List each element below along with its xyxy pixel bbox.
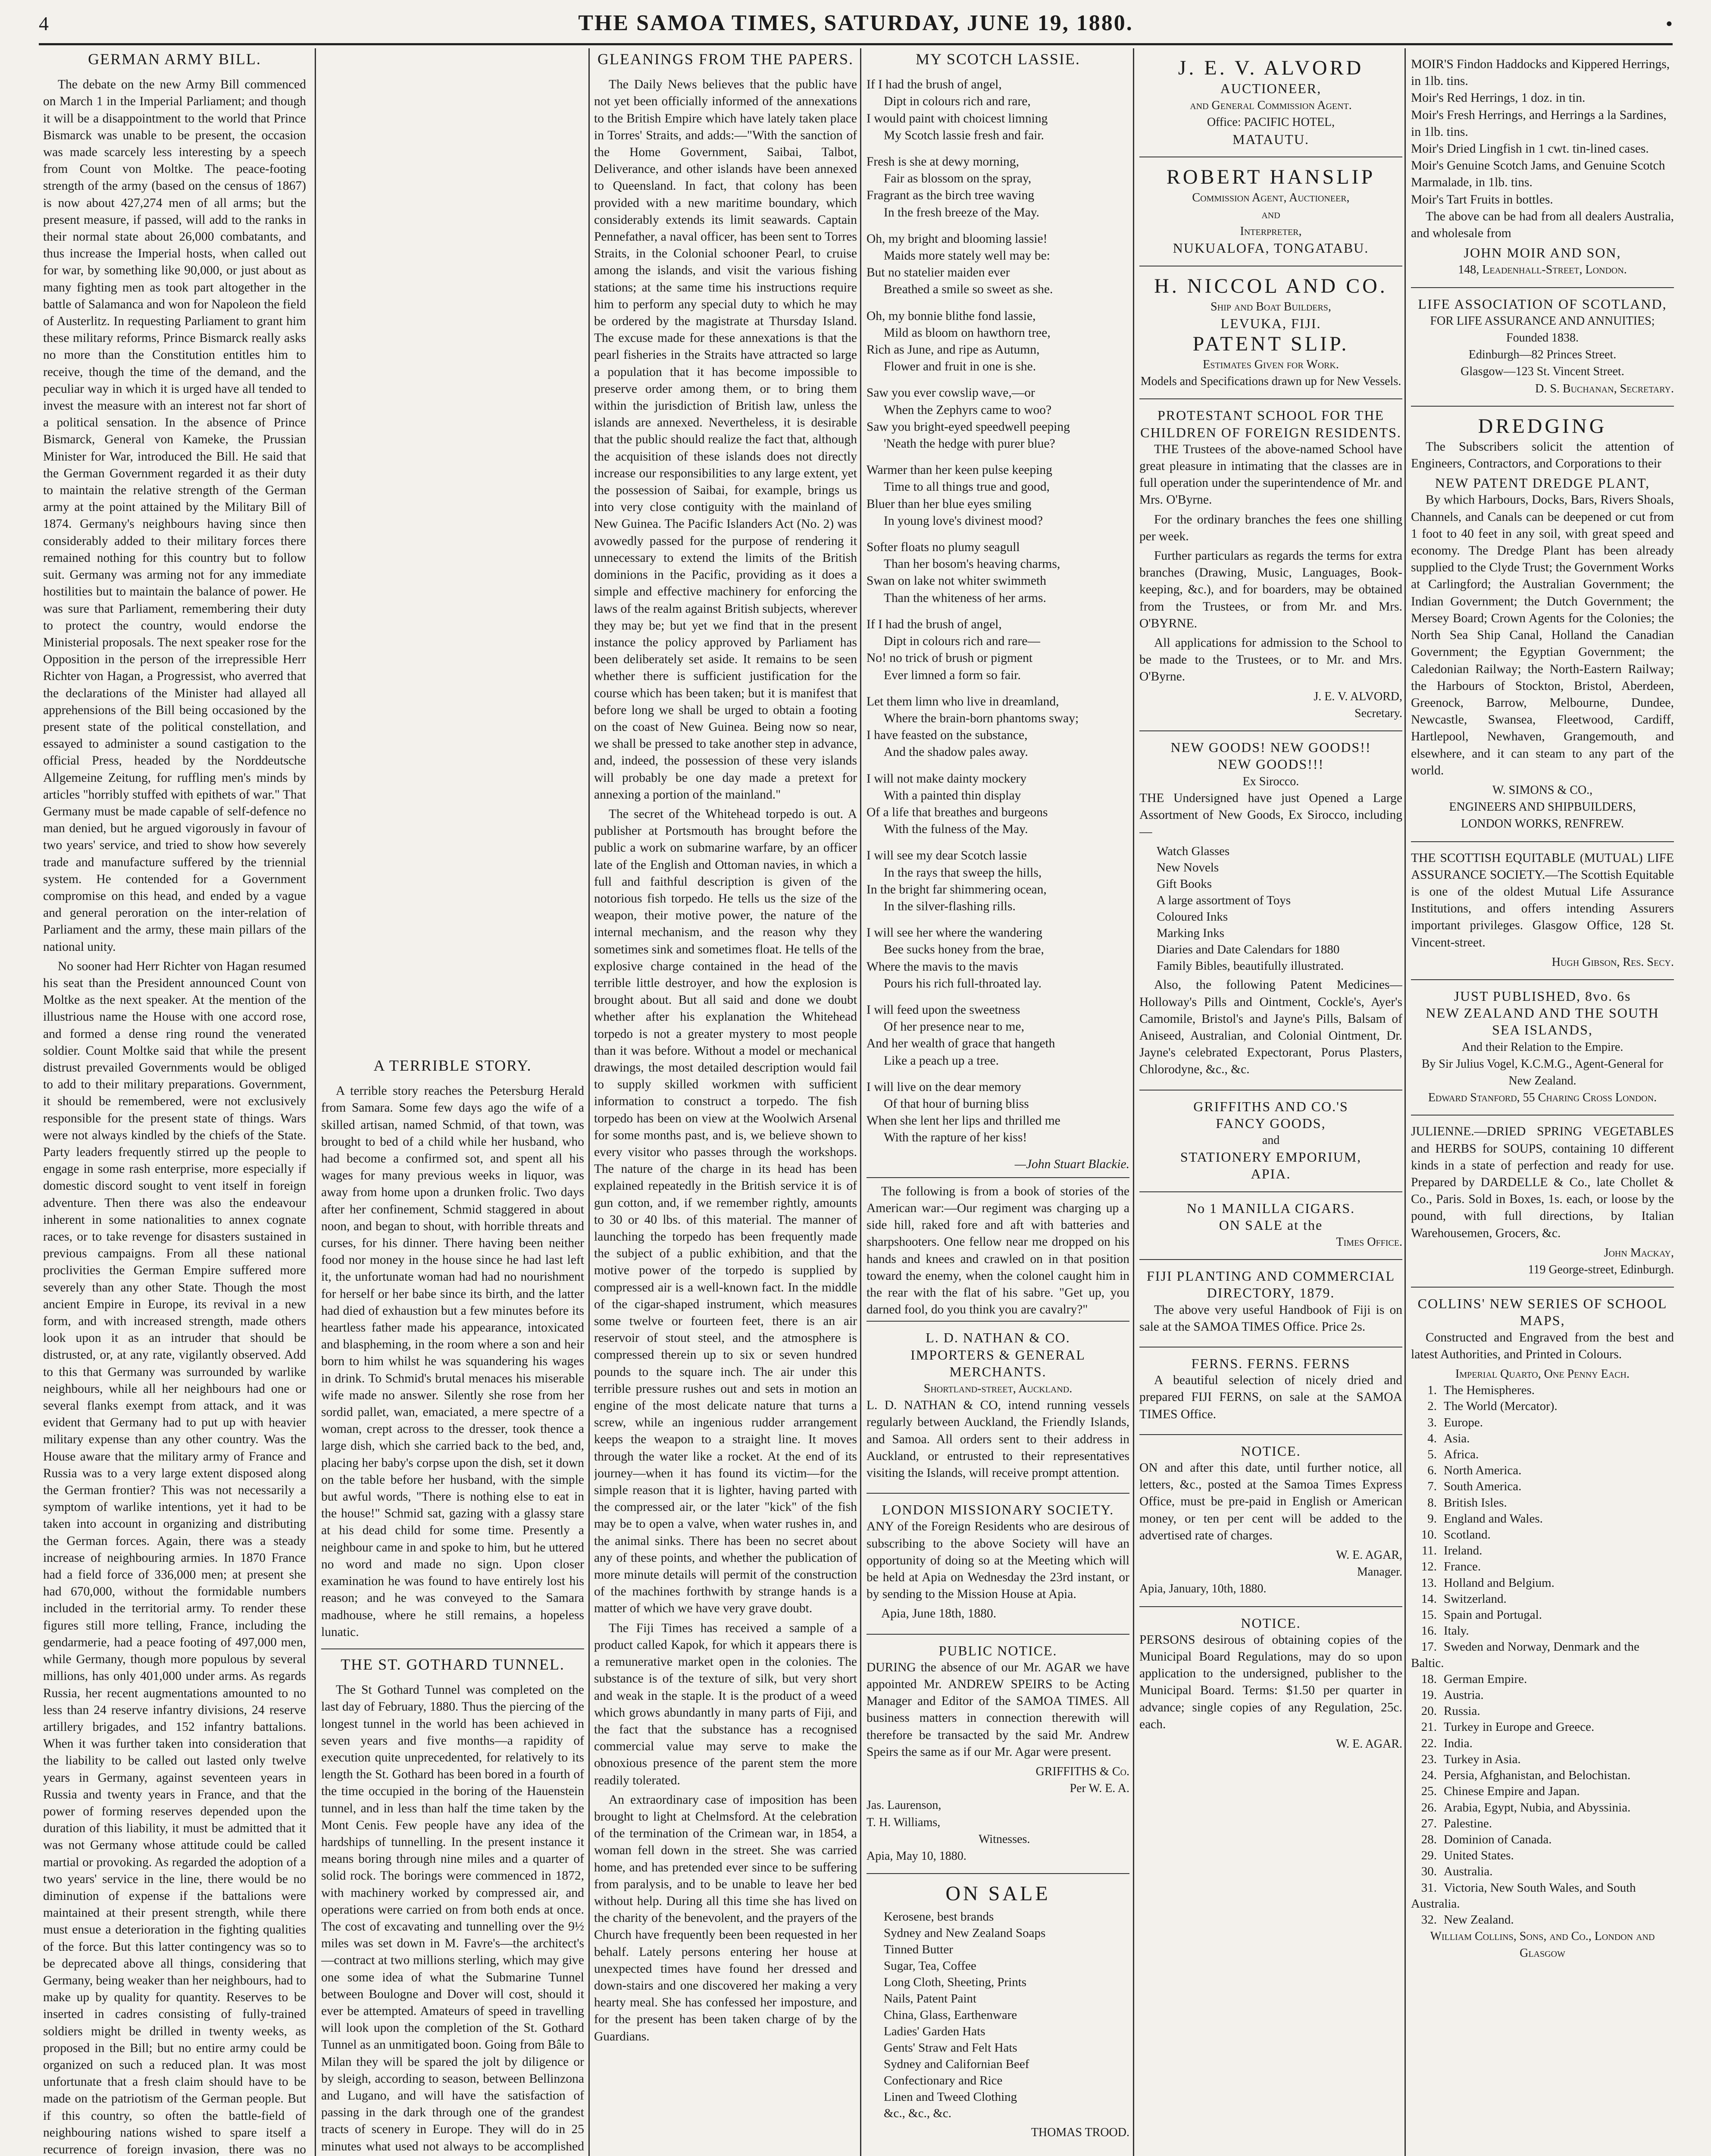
poem-line: Saw you ever cowslip wave,—or [866, 386, 1035, 400]
list-item: Gents' Straw and Felt Hats [884, 2041, 1017, 2055]
poem-line: Than her bosom's heaving charms, [884, 557, 1060, 571]
ad-line: Estimates Given for Work. [1203, 358, 1339, 372]
list-item: Moir's Tart Fruits in bottles. [1411, 192, 1553, 207]
ad-line: FOR LIFE ASSURANCE AND ANNUITIES; Founded 1838. [1430, 314, 1655, 345]
ad-hanslip [1139, 157, 1402, 266]
ad-line: and [1261, 208, 1280, 222]
list-item: Watch Glasses [1157, 844, 1230, 859]
article-title: THE ST. GOTHARD TUNNEL. [321, 1648, 584, 1676]
poem-stanza [866, 616, 1129, 684]
poem-line: Fair as blossom on the spray, [884, 172, 1032, 186]
ad-line: ENGINEERS AND SHIPBUILDERS, [1449, 800, 1636, 814]
list-item: Ladies' Garden Hats [884, 2024, 985, 2039]
poem-line: Mild as bloom on hawthorn tree, [884, 326, 1051, 340]
ad-line: NEW PATENT DREDGE PLANT, [1435, 475, 1650, 491]
ad-body: The above can be had from all dealers Australia, and wholesale from [1411, 209, 1674, 241]
list-item: 31. Victoria, New South Wales, and South Australia. [1411, 1880, 1636, 1911]
ad-alvord [1139, 48, 1402, 157]
column-5 [1139, 48, 1402, 2156]
ad-body: JULIENNE.—DRIED SPRING VEGETABLES and HERBS for SOUPS, containing 10 different kinds in a state of perfection and ready for use. Prepared by DARDELLE & Co., late Chollet & Co., Paris. Sold in Boxes, 1s. each, or loose by the pound, with full directions, by Italian Warehousemen, Grocers, &c. [1411, 1125, 1674, 1240]
poem-line: Of her presence near to me, [884, 1020, 1024, 1034]
ad-notice-postage [1139, 1435, 1402, 1607]
list-item: 13. Holland and Belgium. [1421, 1576, 1555, 1590]
list-item: 18. German Empire. [1421, 1672, 1527, 1686]
column-rule [315, 48, 316, 2156]
ad-title: JUST PUBLISHED, 8vo. 6s [1454, 988, 1631, 1004]
ad-title: NEW GOODS!!! [1217, 756, 1324, 772]
ad-title: PUBLIC NOTICE. [938, 1642, 1057, 1658]
ad-line: PATENT SLIP. [1192, 332, 1349, 356]
ad-body: L. D. NATHAN & CO, intend running vessels regularly between Auckland, the Friendly Islands, and Samoa. All orders sent to their address in Auckland, or entrusted to their representatives visiting the Islands, will receive prompt attention. [866, 1398, 1129, 1480]
poem-line: Of that hour of burning bliss [884, 1097, 1029, 1111]
ad-body: Also, the following Patent Medicines—Holloway's Pills and Ointment, Cockle's, Ayer's Camomile, Bristol's and Jayne's Pills, Balsam of Aniseed, Australian, and Colonial Ointment, Dr. Jayne's celebrated Expectorant, Porus Plasters, Chlorodyne, &c., &c. [1139, 978, 1402, 1077]
poem-line: When she lent her lips and thrilled me [866, 1114, 1060, 1128]
ad-line: FANCY GOODS, [1216, 1115, 1326, 1131]
masthead-mark: • [1665, 13, 1673, 34]
ad-name: J. E. V. ALVORD [1178, 56, 1364, 79]
list-item: Diaries and Date Calendars for 1880 [1157, 943, 1340, 957]
list-item: Tinned Butter [884, 1943, 953, 1957]
list-item: 30. Australia. [1421, 1865, 1493, 1879]
poem-line: In the fresh breeze of the May. [884, 205, 1039, 219]
ad-title: LIFE ASSOCIATION OF SCOTLAND, [1418, 296, 1667, 312]
list-item: 17. Sweden and Norway, Denmark and the Baltic. [1411, 1640, 1639, 1670]
ad-line: No 1 MANILLA CIGARS. [1186, 1200, 1355, 1216]
ad-title: DREDGING [1478, 414, 1607, 438]
list-item: Confectionary and Rice [884, 2074, 1003, 2088]
ad-dredging [1411, 407, 1674, 842]
poem-line: But no statelier maiden ever [866, 266, 1010, 280]
ad-line: Ship and Boat Builders, [1211, 300, 1331, 313]
poem-line: I will feed upon the sweetness [866, 1003, 1020, 1017]
page-number: 4 [39, 13, 49, 34]
list-item: 16. Italy. [1421, 1624, 1469, 1638]
ad-body: THE SCOTTISH EQUITABLE (MUTUAL) LIFE ASSURANCE SOCIETY.—The Scottish Equitable is one of the oldest Mutual Life Assurance Institutions, and offers intending Assurers important privileges. Glasgow Office, 128 St. Vincent-street. [1411, 851, 1674, 950]
list-item: 7. South America. [1427, 1479, 1522, 1494]
list-item: Linen and Tweed Clothing [884, 2090, 1017, 2104]
article-paragraph: An extraordinary case of imposition has been brought to light at Chelmsford. At the celebration of the termination of the Crimean war, in 1854, a woman fell down in the street. She was carried home, and has pretended ever since to be suffering from paralysis, and to be unable to leave her bed without help. During all this time she has lived on the charity of the benevolent, and the prayers of the Church have frequently been been requested in her behalf. Lately persons entering her house at unexpected times have found her dressed and down-stairs and one discovered her making a very hearty meal. She has confessed her imposture, and for the present has been taken charge of by the Guardians. [594, 1792, 857, 2043]
ad-line: Glasgow—123 St. Vincent Street. [1461, 365, 1624, 379]
poem-line: Swan on lake not whiter swimmeth [866, 574, 1047, 588]
poem-line: If I had the brush of angel, [866, 617, 1002, 631]
column-rule [1404, 48, 1406, 2156]
list-item: Sugar, Tea, Coffee [884, 1959, 976, 1973]
list-item: Long Cloth, Sheeting, Prints [884, 1975, 1027, 1990]
list-item: Moir's Fresh Herrings, and Herrings a la Sardines, in 1lb. tins. [1411, 108, 1667, 139]
ad-body: A beautiful selection of nicely dried and prepared FIJI FERNS, on sale at the SAMOA TIMES Office. [1139, 1373, 1402, 1421]
ad-fiji-directory [1139, 1260, 1402, 1348]
ad-title: NOTICE. [1241, 1443, 1301, 1459]
list-item: Sydney and New Zealand Soaps [884, 1926, 1046, 1940]
poem-stanza [866, 462, 1129, 530]
ad-witness: T. H. Williams, [866, 1815, 941, 1829]
poem-stanza [866, 539, 1129, 607]
list-item: Marking Inks [1157, 926, 1225, 940]
poem-line: When the Zephyrs came to woo? [884, 403, 1052, 417]
ad-title: FIJI PLANTING AND COMMERCIAL DIRECTORY, 1879. [1146, 1268, 1395, 1301]
article-paragraph: The debate on the new Army Bill commenced on March 1 in the Imperial Parliament; and though it will be a disappointment to the world that Prince Bismarck was unable to be present, the occasion was made scarcely less interesting by a speech from Count von Moltke. The peace-footing strength of the army (based on the census of 1867) is now about 427,274 men of all arms; but the present measure, if passed, will add to the ranks in their normal state about 26,000 combatants, and thus increase the Imperial hosts, when called out for war, by something like 90,000, or just about as many fighting men as took part altogether in the battle of Salamanca and won for Napoleon the field of Austerlitz. In requesting Parliament to grant him these military reforms, Prince Bismarck really asks no more than the Constitution entitles him to receive, though the time of the demand, and the peculiar way in which it is urged have all tended to invest the measure with an interest not far short of a political sensation. In the absence of Prince Bismarck, General von Kameke, the Prussian Minister for War, introduced the Bill. He said that the German Government regarded it as their duty to maintain the relative strength of the German army at the point attained by the Military Bill of 1874. Germany's neighbours having since then considerably added to their military forces there remained nothing for this country but to follow suit. Germany was arming not for any immediate hostilities but to maintain the balance of power. He was sure that Parliament, remembering their duty to protect the country, would endorse the Ministerial proposals. The next speaker rose for the Opposition in the person of the irrepressible Herr Richter von Hagan, a Progressist, who averred that the declarations of the Minister had allayed all apprehensions of the Bill being occasioned by the present state of the political constellation, and essayed to administer a sound castigation to the official Press, headed by the Norddeutsche Allgemeine Zeitung, for ruffling men's minds by articles "horribly stuffed with epithets of war." That Germany must be made capable of self-defence no man denied, but he argued vigorously in favour of two years' service, and tried to show how severely trade and manufacture suffered by the triennial system. He contended for a Government compromise on this head, and ended by a vague and general peroration on the inter-relation of Parliament and the army, these main pillars of the national unity. [43, 78, 306, 954]
poem-stanza [866, 1079, 1129, 1147]
ad-moir [1411, 48, 1674, 288]
ad-line: MERCHANTS. [949, 1363, 1047, 1379]
ad-line: Edinburgh—82 Princes Street. [1468, 348, 1617, 362]
poem-line: Than the whiteness of her arms. [884, 591, 1046, 605]
ad-signature: John Mackay, [1604, 1246, 1674, 1260]
list-item: 19. Austria. [1421, 1688, 1484, 1702]
ad-list [1139, 843, 1402, 974]
ad-line: ON SALE at the [1219, 1217, 1323, 1233]
poem-line: Where the brain-born phantoms sway; [884, 711, 1079, 725]
ad-body: The above very useful Handbook of Fiji is on sale at the SAMOA TIMES Office. Price 2s. [1139, 1303, 1402, 1334]
ad-line: and General Commission Agent. [1190, 99, 1352, 113]
ad-list [1411, 56, 1674, 208]
poem-line: Where the mavis to the mavis [866, 959, 1018, 974]
ad-line: Interpreter, [1240, 225, 1302, 238]
list-item: 11. Ireland. [1421, 1544, 1483, 1558]
poem-line: Dipt in colours rich and rare— [884, 634, 1040, 649]
list-item: 28. Dominion of Canada. [1421, 1832, 1552, 1846]
article-title: GERMAN ARMY BILL. [88, 50, 261, 68]
ad-line: APIA. [1251, 1166, 1291, 1182]
poem-line: I will see my dear Scotch lassie [866, 849, 1027, 863]
column-rule [860, 48, 861, 2156]
article-title: GLEANINGS FROM THE PAPERS. [597, 50, 854, 68]
article-paragraph: The secret of the Whitehead torpedo is out. A publisher at Portsmouth has brought before the public a work on submarine warfare, by an officer late of the English and Ottoman navies, in which a full and faithful description is given of the notorious fish torpedo. He tells us the size of the weapon, their motive power, the nature of the internal mechanism, and the reason why they sometimes sink and sometimes float. He tells of the explosive charge contained in the head of the terrible little destroyer, and how the explosion is brought about. But all said and done we doubt whether after his explanation the Whitehead torpedo is not a greater mystery to most people than it was before. Without a model or mechanical drawings, the most detailed description would fail to supply skilled workmen with sufficient information to construct a torpedo. The fish torpedo has been on view at the Woolwich Arsenal for some months past, and is, we believe shown to every visitor who passes through the workshops. The nature of the charge in its head has been explained repeatedly in the British service it is of gun cotton, and, if we remember rightly, amounts to 30 or 40 lbs. of this material. The manner of launching the torpedo has been frequently made the subject of a public exhibition, and that the motive power of the torpedo is supplied by compressed air is a well-known fact. In the middle of the cigar-shaped instrument, which measures some twelve or fourteen feet, there is an air reservoir of stout steel, and the atmosphere is compressed therein up to six or seven hundred pounds to the square inch. The air under this terrible pressure rushes out and sets in motion an engine of the most delicate nature that turns a screw, while an ingenious rudder arrangement keeps the weapon to a straight line. It moves through the water like a rocket. At the end of its journey—when it has found its victim—for the simple reason that it is lighter, having parted with the compressed air, or the later "kick" of the fish may be to open a valve, when water rushes in, and the animal sinks. There has been no secret about any of these points, and whether the publication of more minute details will permit of the construction of the machines forthwith by strange hands is a matter of which we have very grave doubt. [594, 807, 857, 1616]
poem-line: Of a life that breathes and burgeons [866, 805, 1048, 819]
list-item: 21. Turkey in Europe and Greece. [1421, 1720, 1595, 1734]
ad-lms [866, 1494, 1129, 1634]
ad-notice-regulations [1139, 1607, 1402, 1761]
poem-stanza [866, 231, 1129, 298]
ad-body: THE Trustees of the above-named School have great pleasure in intimating that the classes are in full operation under the superintendence of Mr. and Mrs. O'Byrne. [1139, 442, 1402, 507]
ad-nathan [866, 1321, 1129, 1494]
list-item: 5. Africa. [1427, 1448, 1479, 1462]
ad-title: FERNS. FERNS. FERNS [1191, 1355, 1351, 1371]
ad-per: Per W. E. A. [1070, 1782, 1129, 1796]
poem-line: In the bright far shimmering ocean, [866, 882, 1047, 896]
ad-signature: W. E. AGAR, [1336, 1548, 1402, 1562]
list-item: &c., &c., &c. [884, 2106, 952, 2121]
ad-publisher: Edward Stanford, 55 Charing Cross London. [1428, 1091, 1657, 1105]
article-title: A TERRIBLE STORY. [373, 1057, 532, 1074]
list-item: 14. Switzerland. [1421, 1592, 1507, 1606]
article-paragraph: The Fiji Times has received a sample of a product called Kapok, for which it appears there is a remunerative market open in the colonies. The substance is of the texture of silk, but very short and weak in the staple. It is the product of a weed which grows abundantly in many parts of Fiji, and the fact that the substance has a recognised commercial value may serve to make the obnoxious presence of the parent stem the more readily tolerated. [594, 1621, 857, 1787]
ad-on-sale [866, 1874, 1129, 2150]
list-item: Coloured Inks [1157, 910, 1228, 924]
ad-griffiths [1139, 1091, 1402, 1192]
poem-stanza [866, 924, 1129, 992]
ad-list [866, 1908, 1129, 2122]
poem-stanza [866, 308, 1129, 376]
ad-title: COLLINS' NEW SERIES OF SCHOOL MAPS, [1417, 1296, 1667, 1329]
ad-public-notice [866, 1635, 1129, 1874]
poem-title: MY SCOTCH LASSIE. [916, 50, 1080, 68]
article-paragraph: No sooner had Herr Richter von Hagan resumed his seat than the President announced Count von Moltke as the next speaker. At the mention of the illustrious name the House with one accord rose, and formed a dense ring round the venerated soldier. Count Moltke said that while the present distrust prevailed Governments would be obliged to add to their military preparations. Government, it should be remembered, were not exclusively responsible for the present state of things. Wars were not always kindled by the chiefs of the State. Party leaders frequently stirred up the people to engage in some rash enterprise, more especially if domestic discord sought to vent itself in foreign adventure. Then there was also the endeavour inherent in some nationalities to annex cognate races, or to take revenge for disasters sustained in previous campaigns. From all these national proclivities the German Empire suffered more severely than any other State. Though the most ancient Empire in Europe, its revival in a new form, and with increased strength, made others look upon it as an intruder that should be distrusted, or, at any rate, vigilantly observed. Add to this that Germany was surrounded by warlike neighbours, while all her neighbours had one or several flanks exempt from attack, and it was evident that Germany had to put up with heavier military expense than any other country. Was the House aware that the military army of France and Russia was to a very large extent disposed along the German frontier? This was not necessarily a symptom of warlike intentions, yet it had to be taken into account in organizing and distributing the German forces. Again, there was a steady increase of neighbouring armies. In 1870 France had a field force of 336,000 men; at present she had 670,000, without the formidable numbers included in the territorial army. To render these figures still more telling, France, including the gendarmerie, had a peace footing of 497,000 men, while Germany, though more populous by several millions, has only 401,000 under arms. As regards Russia, her recent augmentations amounted to no less than 24 reserve infantry divisions, 24 reserve artillery brigades, and 152 infantry battalions. When it was further taken into consideration that the liability to be called out lasted only twelve years in Germany, against seventeen years in Russia and twenty years in France, and that the power of forming reserves depended upon the duration of this liability, it must be admitted that it was not Germany whose attitude could be called martial or provoking. As regarded the adoption of a two years' service in the line, there would be no diminution of expense if the battalions were maintained at their present strength, while there must ensue a deterioration in the fighting qualities of the force. But this latter contingency was so to be deprecated above all things, considering that Germany, being weaker than her neighbours, had to make up by quality for quantity. Reserves to be inserted in cadres consisting of fully-trained soldiers might be drilled in twenty weeks, as proposed in the Bill; but no entire army could be organized on such a reduced plan. It was most unfortunate that a fresh claim should have to be made on the patriotism of the German people. But if this country, so often the battle-field of neighbouring nations wished to spare itself a recurrence of foreign invasion, there was no [43, 959, 306, 2156]
ad-body: Constructed and Engraved from the best and latest Authorities, and Printed in Colours. [1411, 1330, 1674, 1361]
poem-line: Ever limned a form so fair. [884, 668, 1021, 682]
article-paragraph: A terrible story reaches the Petersburg Herald from Samara. Some few days ago the wife of a skilled artisan, named Schmid, of that town, was brought to bed of a child while her husband, who had become a confirmed sot, and spent all his wages for many previous weeks in liquor, was away from home upon a drunken frolic. Two days after her confinement, Schmid staggered in about noon, and began to shout, with horrible threats and curses, for his dinner. There having been neither food nor money in the house since he had last left it, the unfortunate woman had had no nourishment for herself or her babe since its birth, and the latter had died of exhaustion but a few minutes before its heartless father made his appearance, intoxicated and blaspheming, in the room where a son and heir born to him whilst he was squandering his wages in drink. To Schmid's brutal menaces his miserable wife made no answer. Silently she rose from her sordid pallet, wan, emaciated, a mere spectre of a woman, crept across to the dresser, took thence a large dish, which she carried back to the bed, and, placing her baby's corpse upon the dish, set it down on the table before her husband, with the simple but awful words, "There is nothing else to eat in the house!" Schmid sat, gazing with a glassy stare at his dead child for some time. Presently a neighbour came in and spoke to him, but he uttered no word and made no sign. Upon closer examination he was found to have entirely lost his reason; and he was conveyed to the Samara madhouse, where he still remains, a hopeless lunatic. [321, 1084, 584, 1639]
ad-address: 148, Leadenhall-Street, London. [1458, 263, 1627, 277]
list-item: 4. Asia. [1427, 1431, 1470, 1445]
ad-title: NEW GOODS! NEW GOODS!! [1170, 740, 1371, 755]
ad-body: The Subscribers solicit the attention of Engineers, Contractors, and Corporations to their [1411, 439, 1674, 471]
list-item: 32. New Zealand. [1421, 1912, 1514, 1927]
poem-line: And the shadow pales away. [884, 745, 1028, 759]
ad-line: And their Relation to the Empire. [1461, 1040, 1623, 1054]
poem-stanza [866, 1002, 1129, 1069]
column-6 [1411, 48, 1674, 2156]
ad-list [1411, 1382, 1674, 1928]
poem [866, 76, 1129, 1146]
ad-name: L. D. NATHAN & CO. [926, 1330, 1070, 1346]
column-4 [866, 48, 1129, 2156]
poem-line: Warmer than her keen pulse keeping [866, 463, 1052, 477]
poem-line: With a painted thin display [884, 788, 1021, 802]
ad-scottish-equitable [1411, 842, 1674, 980]
ad-signature: W. E. AGAR. [1336, 1737, 1402, 1751]
ad-cigars [1139, 1192, 1402, 1260]
poem-line: Oh, my bonnie blithe fond lassie, [866, 309, 1036, 323]
ad-book [1411, 980, 1674, 1116]
ad-line: GRIFFITHS AND CO.'S [1193, 1098, 1348, 1114]
list-item: Moir's Red Herrings, 1 doz. in tin. [1411, 91, 1586, 105]
poem-stanza [866, 154, 1129, 221]
ad-new-goods [1139, 731, 1402, 1090]
ad-body: All applications for admission to the School to be made to the Trustees, or to Mr. and Mrs. O'Byrne. [1139, 636, 1402, 684]
list-item: Family Bibles, beautifully illustrated. [1157, 959, 1344, 973]
ad-life-association [1411, 288, 1674, 407]
column-1 [43, 48, 306, 2156]
ad-title: PROTESTANT SCHOOL FOR THE CHILDREN OF FOREIGN RESIDENTS. [1140, 407, 1401, 440]
ad-line: NEW ZEALAND AND THE SOUTH SEA ISLANDS, [1426, 1005, 1659, 1038]
list-item: MOIR'S Findon Haddocks and Kippered Herrings, in 1lb. tins. [1411, 57, 1670, 88]
poem-line: And her wealth of grace that hangeth [866, 1037, 1055, 1051]
ad-title: LONDON MISSIONARY SOCIETY. [882, 1502, 1114, 1518]
ad-line: IMPORTERS & GENERAL [910, 1347, 1085, 1363]
article-paragraph: The St Gothard Tunnel was completed on the last day of February, 1880. Thus the piercing of the longest tunnel in the world has been achieved in seven years and five months—a rapidity of execution quite unprecedented, for relatively to its length the St. Gothard has been bored in a fourth of the time occupied in the boring of the Hauenstein tunnel, and in less than half the time taken by the Mont Cenis. Few people have any idea of the hardships of tunnelling. In the present instance it means boring through nine miles and a quarter of solid rock. The borings were commenced in 1872, with machinery worked by compressed air, and operations were carried on from both ends at once. The cost of excavating and tunnelling over the 9½ miles was set down in M. Favre's—the architect's—contract at two millions sterling, which may give one some idea of what the Submarine Tunnel between Boulogne and Dover will cost, should it ever be attempted. Amateurs of speed in travelling will look upon the completion of the St. Gothard Tunnel as an unmitigated boon. Going from Bâle to Milan they will be spared the jolt by diligence or by sleigh, according to season, between Bellinzona and Lugano, and will have the satisfaction of passing in the dark through one of the grandest tracts of scenery in Europe. They will do in 25 minutes what used not always to be accomplished [321, 1683, 584, 2153]
ad-school [1139, 399, 1402, 731]
list-item: 23. Turkey in Asia. [1421, 1752, 1521, 1766]
list-item: 12. France. [1421, 1560, 1481, 1574]
ad-witnesses: Witnesses. [979, 1832, 1030, 1846]
ad-body: By which Harbours, Docks, Bars, Rivers Shoals, Channels, and Canals can be deepened or cut from 1 foot to 40 feet in any soil, with great speed and economy. The Dredge Plant has been already supplied to the Clyde Trust; the Government Works at Carlingford; the Australian Government; the Indian Government; the Dutch Government; the Mersey Board; Crown Agents for the Colonies; the North Sea Ship Canal, Holland the Canadian Government; the Egyptian Government; the Caledonian Railway; the North-Eastern Railway; the Harbours of Stockton, Bristol, Aberdeen, Greenock, Barrow, Melbourne, Dundee, Newcastle, Swansea, Fleetwood, Cardiff, Hartlepool, Newhaven, Grangemouth, and elsewhere, and it can steam to any part of the world. [1411, 493, 1674, 777]
poem-line: I have feasted on the substance, [866, 728, 1028, 743]
ad-date: Apia, January, 10th, 1880. [1139, 1582, 1267, 1596]
poem-line: Fragrant as the birch tree waving [866, 188, 1035, 203]
ad-firm: W. SIMONS & CO., [1492, 783, 1593, 797]
list-item: 9. England and Wales. [1427, 1511, 1543, 1526]
poem-line: With the fulness of the May. [884, 822, 1028, 837]
list-item: 29. United States. [1421, 1849, 1514, 1863]
ad-ferns [1139, 1348, 1402, 1435]
ad-date: Apia, May 10, 1880. [866, 1849, 967, 1863]
poem-line: Let them limn who live in dreamland, [866, 694, 1059, 708]
poem-line: Breathed a smile so sweet as she. [884, 282, 1053, 297]
ad-body: ANY of the Foreign Residents who are desirous of subscribing to the above Society will have an opportunity of doing so at the Meeting which will be held at Apia on Wednesday the 23rd instant, or by sending to the Mission House at Apia. [866, 1520, 1129, 1601]
list-item: 24. Persia, Afghanistan, and Belochistan. [1421, 1768, 1631, 1783]
article-paragraph: The Daily News believes that the public have not yet been officially informed of the annexations to the British Empire which have lately taken place in Torres' Straits, and adds:—"With the sanction of the Home Government, Saibai, Talbot, Deliverance, and other islands have been annexed to Queensland. In fact, that colony has been provided with a new maritime boundary, which considerably extends its limit seawards. Captain Pennefather, a naval officer, has been sent to Torres Straits, in the Colonial schooner Pearl, to cruise among the islands, and visit the various fishing stations; at the same time his instructions require him to perform any special duty to which he may be ordered by the magistrate at Thursday Island. The excuse made for these annexations is that the pearl fisheries in the Straits have attracted so large a population that it has become impossible to preserve order among them, or to bring them within the jurisdiction of British law, unless the islands are annexed. Nevertheless, it is desirable that the public should realize the fact that, although the acquisition of these islands does not directly increase our responsibilities to any large extent, yet the possession of Saibai, for example, brings us into very close contiguity with the mainland of New Guinea. The Pacific Islanders Act (No. 2) was avowedly passed for the purpose of rendering it unnecessary to extend the limits of the British dominions in the Pacific, providing as it does a simple and effective machinery for enforcing the laws of the realm against British subjects, wherever they may be; but yet we find that in the present instance the policy approved by Parliament has been deliberately set aside. It remains to be seen whether there is sufficient justification for the course which has been taken; but it is manifest that before long we shall be urged to obtain a footing on the coast of New Guinea. Being now so near, we shall be pressed to take another step in advance, and, indeed, the possession of these very islands will probably be one day made a pretext for annexing a portion of the mainland." [594, 78, 857, 802]
list-item: A large assortment of Toys [1157, 893, 1291, 908]
ad-body: PERSONS desirous of obtaining copies of the Municipal Board Regulations, may do so upon application to the undersigned, publisher to the Municipal Board. Terms: $1.50 per quarter in advance; single copies of any Regulation, 25c. each. [1139, 1633, 1402, 1731]
poem-line: I will not make dainty mockery [866, 771, 1027, 786]
ad-line: STATIONERY EMPORIUM, [1180, 1149, 1362, 1165]
list-item: Moir's Dried Lingfish in 1 cwt. tin-lined cases. [1411, 142, 1649, 156]
poem-line: Flower and fruit in one is she. [884, 360, 1036, 374]
poem-line: Softer floats no plumy seagull [866, 540, 1020, 555]
newspaper-title: THE SAMOA TIMES, SATURDAY, JUNE 19, 1880. [578, 11, 1133, 35]
list-item: 8. British Isles. [1427, 1495, 1507, 1510]
poem-line: I would paint with choicest limning [866, 111, 1048, 125]
poem-line: If I had the brush of angel, [866, 78, 1002, 92]
masthead [39, 6, 1673, 45]
list-item: 27. Palestine. [1421, 1816, 1492, 1830]
list-item: Nails, Patent Paint [884, 1992, 977, 2006]
ad-line: and [1262, 1133, 1280, 1147]
poem-line: I will live on the dear memory [866, 1080, 1021, 1094]
poem-stanza [866, 847, 1129, 915]
column-3 [594, 48, 857, 2156]
poem-line: In young love's divinest mood? [884, 514, 1043, 528]
poem-line: 'Neath the hedge with purer blue? [884, 437, 1055, 451]
list-item: 2. The World (Mercator). [1427, 1399, 1558, 1413]
ad-line: Commission Agent, Auctioneer, [1192, 191, 1350, 204]
ad-body: For the ordinary branches the fees one shilling per week. [1139, 512, 1402, 543]
ad-line: NUKUALOFA, TONGATABU. [1173, 240, 1369, 256]
ad-body: THE Undersigned have just Opened a Large Assortment of New Goods, Ex Sirocco, including— [1139, 791, 1402, 839]
column-2 [321, 48, 584, 2156]
ad-signature: THOMAS TROOD. [1031, 2126, 1129, 2140]
ad-line: Office: PACIFIC HOTEL, [1207, 116, 1335, 129]
ad-witness: Jas. Laurenson, [866, 1799, 942, 1812]
list-item: China, Glass, Earthenware [884, 2008, 1017, 2022]
ad-body: ON and after this date, until further notice, all letters, &c., posted at the Samoa Times Express Office, must be pre-paid in English or American money, or ten per cent will be added to the advertised rate of charges. [1139, 1460, 1402, 1542]
column-rule [1133, 48, 1134, 2156]
list-item: 10. Scotland. [1421, 1528, 1491, 1542]
ad-body: DURING the absence of our Mr. AGAR we have appointed Mr. ANDREW SPEIRS to be Acting Manager and Editor of the SAMOA TIMES. All business matters in connection therewith will therefore be transacted by the said Mr. Andrew Speirs the same as if our Mr. Agar were present. [866, 1660, 1129, 1759]
list-item: 22. India. [1421, 1736, 1473, 1750]
poem-stanza [866, 76, 1129, 144]
ad-julienne [1411, 1116, 1674, 1288]
column-rule [588, 48, 590, 2156]
poem-line: I will see her where the wandering [866, 926, 1042, 940]
poem-line: Dipt in colours rich and rare, [884, 94, 1031, 109]
ad-line: Times Office. [1336, 1235, 1402, 1249]
ad-line: D. S. Buchanan, Secretary. [1535, 382, 1674, 395]
poem-line: Like a peach up a tree. [884, 1053, 999, 1068]
list-item: Moir's Genuine Scotch Jams, and Genuine Scotch Marmalade, in 1lb. tins. [1411, 159, 1665, 190]
poem-stanza [866, 385, 1129, 452]
ad-line: MATAUTU. [1232, 131, 1309, 147]
poem-line: In the rays that sweep the hills, [884, 865, 1042, 880]
poem-line: Bee sucks honey from the brae, [884, 943, 1044, 957]
ad-collins-maps [1411, 1288, 1674, 1970]
list-item: 26. Arabia, Egypt, Nubia, and Abyssinia. [1421, 1800, 1631, 1814]
list-item: New Novels [1157, 861, 1219, 875]
ad-name: ROBERT HANSLIP [1166, 165, 1376, 188]
ad-title: NOTICE. [1241, 1615, 1301, 1631]
poem-line: Maids more stately well may be: [884, 249, 1050, 263]
poem-line: Fresh is she at dewy morning, [866, 155, 1019, 169]
ad-address: LONDON WORKS, RENFREW. [1461, 817, 1624, 831]
poem-line: In the silver-flashing rills. [884, 899, 1016, 913]
list-item: 3. Europe. [1427, 1415, 1483, 1429]
ad-firm: GRIFFITHS & Co. [1035, 1765, 1129, 1779]
poem-stanza [866, 771, 1129, 838]
list-item: 1. The Hemispheres. [1427, 1383, 1535, 1398]
poem-line: Time to all things true and good, [884, 480, 1050, 494]
ad-address: Shortland-street, Auckland. [923, 1382, 1073, 1396]
poem-line: No! no trick of brush or pigment [866, 651, 1033, 665]
list-item: Gift Books [1157, 877, 1212, 891]
poem-line: Pours his rich full-throated lay. [884, 976, 1042, 990]
poem-line: With the rapture of her kiss! [884, 1131, 1027, 1145]
ad-line: Models and Specifications drawn up for New Vessels. [1140, 375, 1401, 389]
poem-line: Rich as June, and ripe as Autumn, [866, 343, 1040, 357]
ad-date: Apia, June 18th, 1880. [881, 1607, 997, 1621]
list-item: 20. Russia. [1421, 1704, 1480, 1718]
list-item: 25. Chinese Empire and Japan. [1421, 1784, 1580, 1799]
poem-author: —John Stuart Blackie. [1014, 1157, 1129, 1171]
poem-line: Bluer than her blue eyes smiling [866, 497, 1032, 511]
ad-body: Further particulars as regards the terms for extra branches (Drawing, Music, Languages, Book-keeping, &c.), and for boarders, may be obtained from the Trustees, or from Mr. and Mrs. O'BYRNE. [1139, 549, 1402, 630]
poem-line: Oh, my bright and blooming lassie! [866, 232, 1048, 246]
ad-firm: JOHN MOIR AND SON, [1464, 245, 1621, 261]
list-item: 15. Spain and Portugal. [1421, 1608, 1542, 1622]
list-item: 6. North America. [1427, 1463, 1522, 1478]
poem-stanza [866, 693, 1129, 761]
ad-signature: J. E. V. ALVORD, [1314, 689, 1402, 703]
ad-signature: Hugh Gibson, Res. Secy. [1551, 955, 1674, 969]
list-item: Sydney and Californian Beef [884, 2057, 1029, 2071]
poem-line: My Scotch lassie fresh and fair. [884, 128, 1044, 142]
ad-line: By Sir Julius Vogel, K.C.M.G., Agent-General for New Zealand. [1421, 1057, 1664, 1087]
anecdote: The following is from a book of stories of the American war:—Our regiment was charging up a side hill, raked fore and aft with batteries and sharpshooters. One fellow near me dropped on his hands and knees and crawled on in that position toward the enemy, when the colonel caught him in the rear with the flat of his sabre. "Get up, you darned fool, do you think you are cavalry?" [866, 1184, 1129, 1317]
ad-title: ON SALE [945, 1882, 1051, 1905]
ad-name: H. NICCOL AND CO. [1154, 274, 1388, 298]
ad-role: Manager. [1357, 1565, 1402, 1579]
ad-niccol [1139, 266, 1402, 400]
list-item: Kerosene, best brands [884, 1910, 994, 1924]
ad-address: 119 George-street, Edinburgh. [1528, 1263, 1674, 1276]
ad-line: LEVUKA, FIJI. [1220, 315, 1321, 331]
poem-line: Saw you bright-eyed speedwell peeping [866, 420, 1070, 434]
ad-line: Imperial Quarto, One Penny Each. [1455, 1367, 1630, 1381]
ad-publisher: William Collins, Sons, and Co., London and Glasgow [1430, 1930, 1655, 1960]
ad-line: Ex Sirocco. [1242, 774, 1299, 788]
ad-role: Secretary. [1354, 706, 1402, 720]
ad-line: AUCTIONEER, [1220, 81, 1322, 96]
